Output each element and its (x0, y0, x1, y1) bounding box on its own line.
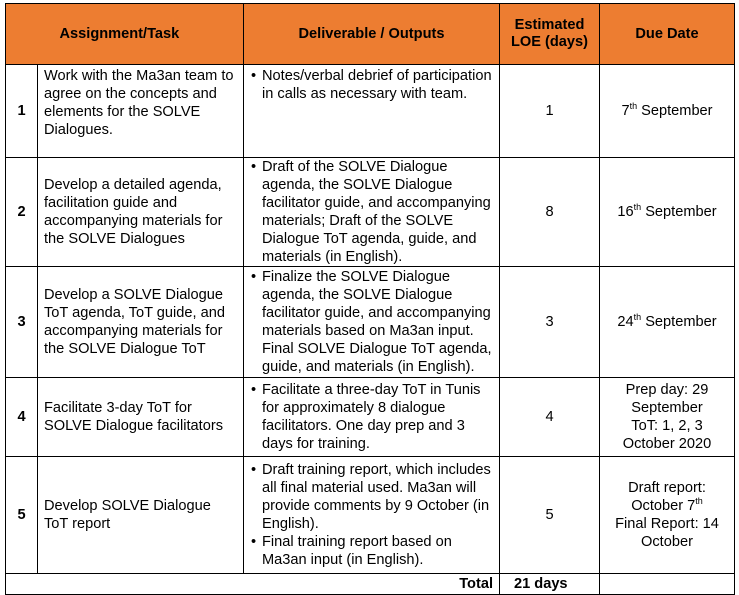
table-row (6, 457, 735, 574)
header-spacer (6, 4, 38, 65)
total-empty-cell (600, 574, 735, 595)
total-row (6, 574, 735, 595)
due-line: September (631, 400, 703, 416)
loe-cell: 4 (500, 378, 600, 457)
row-number: 5 (6, 457, 38, 574)
due-line: October 2020 (622, 436, 712, 452)
loe-cell: 1 (500, 65, 600, 158)
header-due: Due Date (600, 4, 735, 65)
table-row (6, 158, 735, 267)
header-task: Assignment/Task (38, 4, 244, 65)
total-value: 21 days (500, 574, 600, 595)
deliverable-cell (244, 267, 500, 378)
deliverable-item: • Draft training report, which includes all final material used. Ma3an will provide comments by 9 October (in English). (250, 461, 495, 533)
deliverable-cell (244, 378, 500, 457)
loe-cell: 3 (500, 267, 600, 378)
deliverable-cell (244, 65, 500, 158)
due-line: October (641, 534, 693, 550)
due-suffix: th (629, 101, 638, 112)
assignment-table (5, 3, 735, 595)
task-cell: Facilitate 3-day ToT for SOLVE Dialogue facilitators (38, 378, 244, 457)
due-cell (600, 65, 735, 158)
row-number: 2 (6, 158, 38, 267)
due-line: Prep day: 29 (625, 382, 709, 398)
deliverable-item: • Facilitate a three-day ToT in Tunis for approximately 8 dialogue facilitators. One day prep and 3 days for training. (250, 381, 495, 453)
loe-cell: 8 (500, 158, 600, 267)
header-row (6, 4, 735, 65)
task-cell: Develop a SOLVE Dialogue ToT agenda, ToT guide, and accompanying materials for the SOLVE Dialogue ToT (38, 267, 244, 378)
row-number: 4 (6, 378, 38, 457)
task-cell: Develop SOLVE Dialogue ToT report (38, 457, 244, 574)
due-suffix: th (695, 496, 703, 507)
due-date-text: October 7 (631, 498, 696, 514)
due-suffix: th (633, 312, 642, 323)
task-cell: Work with the Ma3an team to agree on the concepts and elements for the SOLVE Dialogues. (38, 65, 244, 158)
deliverable-item: • Final training report based on Ma3an input (in English). (250, 533, 495, 569)
task-cell: Develop a detailed agenda, facilitation guide and accompanying materials for the SOLVE Dialogues (38, 158, 244, 267)
due-line (605, 497, 729, 515)
due-cell (600, 378, 735, 457)
table-row (6, 267, 735, 378)
due-cell (600, 267, 735, 378)
deliverable-cell (244, 457, 500, 574)
loe-cell: 5 (500, 457, 600, 574)
due-day: 7 (621, 103, 630, 119)
due-cell (600, 158, 735, 267)
header-deliverable: Deliverable / Outputs (244, 4, 500, 65)
due-month: September (641, 204, 717, 220)
deliverable-item: • Draft of the SOLVE Dialogue agenda, the SOLVE Dialogue facilitator guide, and accompanying materials; Draft of the SOLVE Dialogue ToT agenda, guide, and materials (in English). (250, 158, 495, 266)
row-number: 3 (6, 267, 38, 378)
total-label: Total (459, 576, 493, 592)
due-line: Final Report: 14 (615, 516, 719, 532)
table-row (6, 65, 735, 158)
due-suffix: th (633, 202, 642, 213)
total-label-cell (6, 574, 500, 595)
deliverable-item: • Finalize the SOLVE Dialogue agenda, the SOLVE Dialogue facilitator guide, and accompanying materials based on Ma3an input. Final SOLVE Dialogue ToT agenda, guide, and materials (in English). (250, 268, 495, 376)
deliverable-item: • Notes/verbal debrief of participation in calls as necessary with team. (250, 67, 495, 103)
table-container (5, 3, 734, 595)
due-day: 16 (617, 204, 634, 220)
table-row (6, 378, 735, 457)
due-month: September (637, 103, 713, 119)
due-cell (600, 457, 735, 574)
deliverable-cell (244, 158, 500, 267)
header-loe: Estimated LOE (days) (500, 4, 600, 65)
due-day: 24 (617, 314, 634, 330)
row-number: 1 (6, 65, 38, 158)
due-month: September (641, 314, 717, 330)
due-line: Draft report: (628, 480, 706, 496)
due-line: ToT: 1, 2, 3 (631, 418, 703, 434)
